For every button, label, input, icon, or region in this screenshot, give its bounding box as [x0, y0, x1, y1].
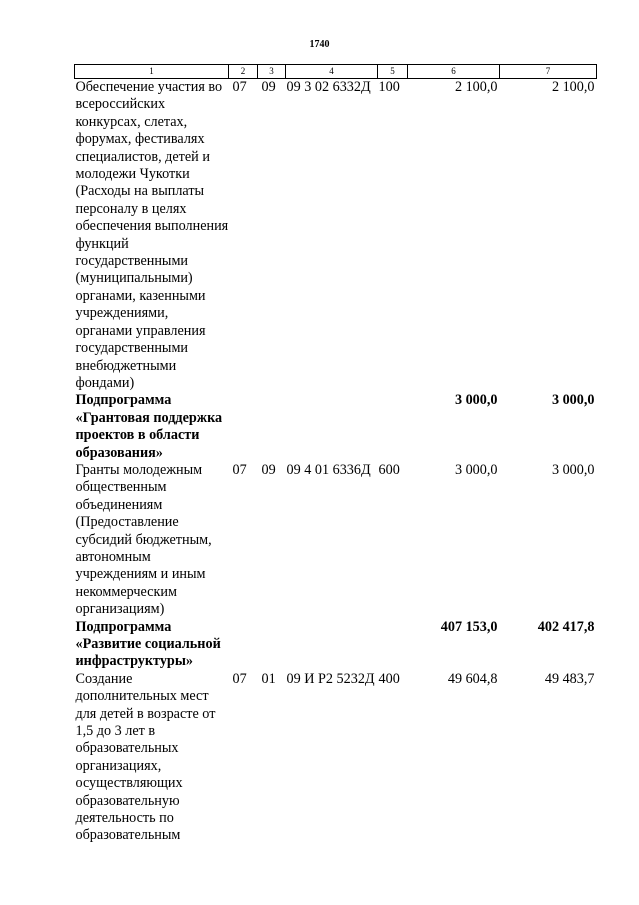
- row-amount-1: 49 604,8: [447, 670, 498, 687]
- row-expense-type: 600: [378, 461, 400, 478]
- row-subsection: 09: [261, 79, 276, 95]
- table-row: [75, 671, 597, 845]
- row-expense-type: 100: [378, 79, 400, 95]
- row-section: [229, 392, 258, 462]
- row-name: Подпрограмма «Развитие социальной инфраструктуры»: [75, 618, 221, 670]
- table-row: [75, 462, 597, 619]
- row-section: 07: [232, 670, 247, 687]
- header-col-7: 7: [500, 65, 597, 79]
- header-col-1: 1: [75, 65, 229, 79]
- table-row: [75, 619, 597, 671]
- row-amount-1: 2 100,0: [454, 79, 498, 95]
- row-subsection: [258, 619, 286, 671]
- row-section: [229, 619, 258, 671]
- row-target-code: [286, 619, 378, 671]
- row-amount-2: 3 000,0: [551, 392, 595, 409]
- row-amount-2: 3 000,0: [551, 461, 595, 478]
- row-subsection: [258, 392, 286, 462]
- row-amount-2: 402 417,8: [537, 618, 595, 635]
- row-amount-1: 3 000,0: [454, 461, 498, 478]
- row-target-code: 09 3 02 6332Д: [286, 79, 371, 95]
- row-name: Создание дополнительных мест для детей в возрасте от 1,5 до 3 лет в образовательных организациях, осуществляющих образовательную деятельность по образовательным: [75, 670, 216, 844]
- row-amount-1: 3 000,0: [454, 392, 498, 409]
- row-amount-2: 49 483,7: [544, 670, 595, 687]
- row-target-code: 09 И Р2 5232Д: [286, 670, 375, 687]
- row-target-code: [286, 392, 378, 462]
- table-row: [75, 79, 597, 393]
- row-amount-2: 2 100,0: [551, 79, 595, 95]
- row-section: 07: [232, 461, 247, 478]
- row-target-code: 09 4 01 6336Д: [286, 461, 371, 478]
- row-subsection: 09: [261, 461, 276, 478]
- header-col-6: 6: [408, 65, 500, 79]
- header-col-4: 4: [286, 65, 378, 79]
- table-header-row: [75, 65, 597, 79]
- row-name: Подпрограмма «Грантовая поддержка проектов в области образования»: [75, 392, 223, 461]
- row-section: 07: [232, 79, 247, 95]
- header-col-2: 2: [229, 65, 258, 79]
- row-expense-type: [378, 619, 408, 671]
- row-subsection: 01: [261, 670, 276, 687]
- table-row: [75, 392, 597, 462]
- row-expense-type: 400: [378, 670, 400, 687]
- page-number: 1740: [309, 39, 330, 50]
- row-name: Обеспечение участия во всероссийских конкурсах, слетах, форумах, фестивалях специалистов, детей и молодежи Чукотки (Расходы на выплаты персоналу в целях обеспечения выполнения функций государственными (муниципальными) органами, казенными учреждениями, органами управления государственными внебюджетными фондами): [75, 79, 229, 391]
- budget-table: [74, 64, 597, 845]
- header-col-3: 3: [258, 65, 286, 79]
- row-name: Гранты молодежным общественным объединениям (Предоставление субсидий бюджетным, автономным учреждениям и иным некоммерческим организациям): [75, 461, 212, 618]
- header-col-5: 5: [378, 65, 408, 79]
- row-amount-1: 407 153,0: [440, 618, 498, 635]
- row-expense-type: [378, 392, 408, 462]
